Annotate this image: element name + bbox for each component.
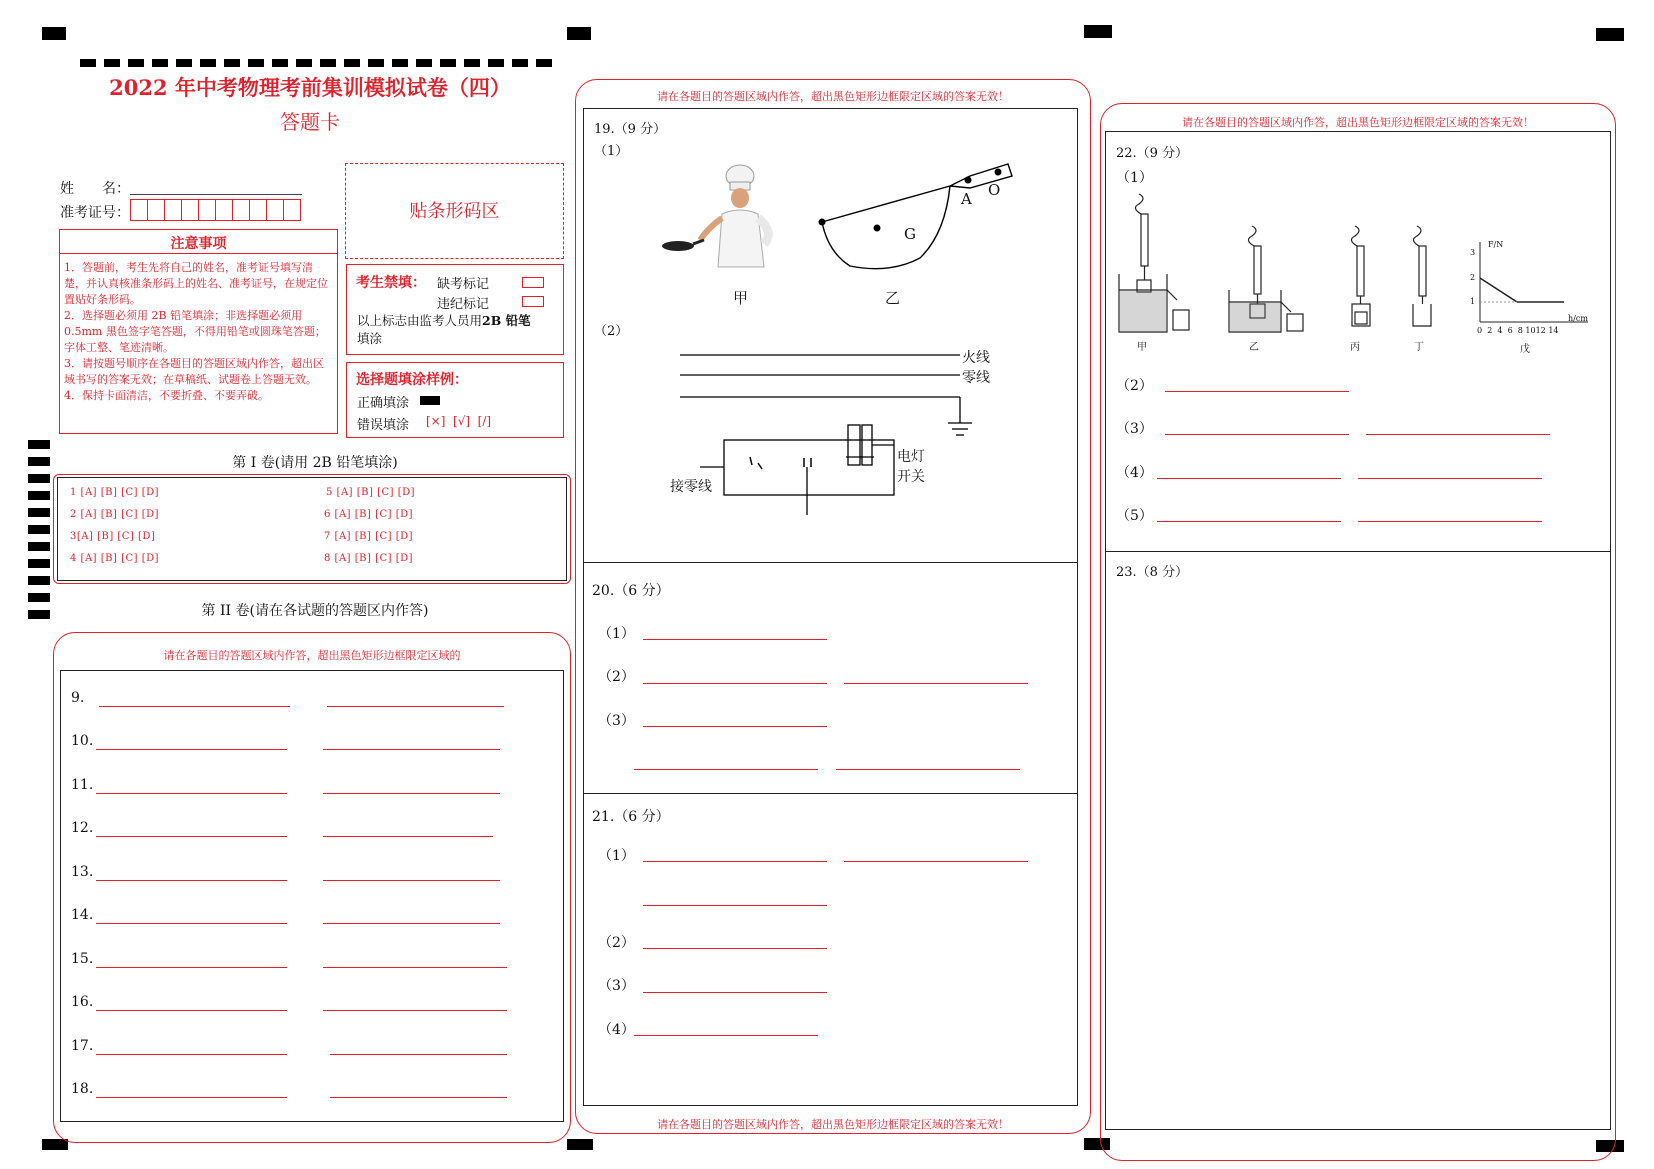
q22-part3: （3） (1116, 421, 1153, 437)
q20-answer-line[interactable] (643, 639, 827, 640)
correct-fill-sample (420, 396, 440, 405)
q21-answer-line[interactable] (643, 992, 827, 993)
q22-part2: （2） (1116, 378, 1153, 394)
q20-part3: （3） (598, 713, 635, 729)
page-title: 2022 年中考物理考前集训模拟试卷（四） (109, 75, 511, 100)
q22-answer-line[interactable] (1358, 521, 1542, 522)
q14-number: 14. (71, 907, 94, 923)
q19-part2: （2） (594, 324, 629, 339)
q16-number: 16. (71, 994, 94, 1010)
q12-answer-line[interactable] (323, 836, 493, 837)
q21-answer-line[interactable] (634, 1035, 818, 1036)
absent-mark-box[interactable] (522, 277, 544, 288)
point-g-label: G (904, 225, 916, 243)
q9-number: 9. (71, 690, 85, 706)
q23-title: 23.（8 分） (1116, 565, 1189, 580)
q11-number: 11. (71, 777, 94, 793)
fig-label-bing: 丙 (1350, 342, 1360, 353)
q22-part1: （1） (1116, 170, 1153, 186)
absent-mark-label: 缺考标记 (437, 277, 490, 292)
part1-title: 第 I 卷(请用 2B 铅笔填涂) (232, 455, 398, 471)
q20-answer-line[interactable] (836, 769, 1020, 770)
q20-answer-line[interactable] (643, 683, 827, 684)
notice-title: 注意事项 (170, 236, 227, 252)
fig-label-jia: 甲 (1137, 342, 1147, 353)
wrong-fill-samples: [×] [√] [/] (426, 414, 492, 428)
q20-answer-line[interactable] (643, 726, 827, 727)
notice-item: 2．选择题必须用 2B 铅笔填涂；非选择题必须用 0.5mm 黑色签字笔答题，不得用铅笔或圆珠笔答题；字体工整、笔迹清晰。 (64, 309, 326, 354)
point-o-label: O (988, 181, 1001, 199)
choice-row-5[interactable]: 5 [A] [B] [C] [D] (326, 487, 416, 498)
choice-row-8[interactable]: 8 [A] [B] [C] [D] (324, 553, 414, 564)
graph-ytick: 3 (1470, 248, 1476, 257)
positioning-mark (567, 27, 591, 40)
fire-wire-label: 火线 (962, 350, 990, 366)
name-label: 姓 名： (60, 181, 130, 197)
fig-yi-label: 乙 (885, 289, 901, 307)
part2-warning: 请在各题目的答题区域内作答，超出黑色矩形边框限定区域的 (163, 649, 461, 662)
barcode-label: 贴条形码区 (409, 201, 500, 222)
q18-answer-line[interactable] (330, 1097, 507, 1098)
wrong-fill-label: 错误填涂 (357, 418, 410, 433)
point-a-label: A (961, 190, 972, 208)
wok-diagram (810, 162, 1020, 272)
positioning-mark (567, 1139, 593, 1150)
q22-part5: （5） (1116, 508, 1153, 524)
lamp-label: 电灯 (897, 449, 925, 465)
fig-label-wu: 戊 (1520, 344, 1530, 355)
q21-title: 21.（6 分） (592, 809, 670, 825)
q21-part3: （3） (598, 978, 635, 994)
positioning-mark (1596, 28, 1624, 41)
graph-ytick: 2 (1470, 273, 1476, 282)
positioning-mark (42, 27, 66, 40)
q17-answer-line[interactable] (330, 1054, 507, 1055)
choice-row-6[interactable]: 6 [A] [B] [C] [D] (324, 509, 414, 520)
top-dash-bar (80, 59, 555, 67)
q21-answer-line[interactable] (643, 861, 827, 862)
q10-answer-line[interactable] (96, 749, 287, 750)
q22-answer-line[interactable] (1157, 478, 1341, 479)
q22-title: 22.（9 分） (1116, 146, 1189, 161)
q10-number: 10. (71, 733, 94, 749)
q11-answer-line[interactable] (323, 793, 500, 794)
q22-part4: （4） (1116, 465, 1153, 481)
notice-item: 3．请按题号顺序在各题目的答题区域内作答，超出区域书写的答案无效；在草稿纸、试题卷上答题无效。 (64, 357, 324, 386)
graph-ytick: 1 (1470, 297, 1476, 306)
middle-warning-top: 请在各题目的答题区域内作答，超出黑色矩形边框限定区域的答案无效！ (657, 90, 1009, 103)
forbidden-note: 以上标志由监考人员用2B 铅笔 填涂 (357, 313, 531, 346)
notice-item: 4．保持卡面清洁，不要折叠、不要弄破。 (64, 389, 269, 402)
circuit-diagram (670, 345, 990, 520)
q22-answer-line[interactable] (1165, 434, 1349, 435)
q12-number: 12. (71, 820, 94, 836)
fig-label-ding: 丁 (1414, 342, 1424, 353)
q11-answer-line[interactable] (96, 793, 287, 794)
zero-wire-label: 零线 (962, 370, 990, 386)
correct-fill-label: 正确填涂 (357, 396, 410, 411)
positioning-mark (1084, 25, 1112, 38)
q17-number: 17. (71, 1038, 94, 1054)
fig-jia-label: 甲 (733, 289, 749, 307)
buoyancy-experiment-figures (1115, 192, 1475, 342)
q14-answer-line[interactable] (96, 923, 287, 924)
q18-answer-line[interactable] (96, 1097, 287, 1098)
name-field[interactable] (130, 194, 302, 195)
q16-answer-line[interactable] (96, 1010, 287, 1011)
q9-answer-line[interactable] (327, 706, 504, 707)
sample-title: 选择题填涂样例： (356, 372, 468, 388)
q15-answer-line[interactable] (96, 967, 287, 968)
choice-row-7[interactable]: 7 [A] [B] [C] [D] (324, 531, 414, 542)
q15-answer-line[interactable] (323, 967, 507, 968)
q15-number: 15. (71, 951, 94, 967)
q20-part2: （2） (598, 669, 635, 685)
notice-list (64, 260, 332, 404)
page-subtitle: 答题卡 (280, 110, 340, 134)
q21-answer-line[interactable] (643, 948, 827, 949)
forbidden-title: 考生禁填： (356, 275, 426, 291)
violation-mark-box[interactable] (522, 296, 544, 307)
q21-answer-line[interactable] (844, 861, 1028, 862)
switch-label: 开关 (897, 469, 925, 485)
part2-title: 第 II 卷(请在各试题的答题区内作答) (201, 603, 429, 619)
q22-answer-line[interactable] (1358, 478, 1542, 479)
id-number-grid[interactable] (130, 199, 301, 221)
neutral-label: 接零线 (670, 479, 712, 495)
q19-part1: （1） (594, 144, 629, 159)
q14-answer-line[interactable] (323, 923, 500, 924)
q20-answer-line[interactable] (844, 683, 1028, 684)
q22-answer-line[interactable] (1165, 391, 1349, 392)
q18-number: 18. (71, 1081, 94, 1097)
q13-answer-line[interactable] (96, 880, 287, 881)
graph-xlabel: h/cm (1568, 314, 1588, 323)
q9-answer-line[interactable] (99, 706, 290, 707)
right-warning-top: 请在各题目的答题区域内作答，超出黑色矩形边框限定区域的答案无效！ (1182, 116, 1534, 129)
violation-mark-label: 违纪标记 (437, 297, 490, 312)
graph-ylabel: F/N (1488, 240, 1504, 249)
chef-figure (660, 162, 795, 272)
choice-row-2[interactable]: 2 [A] [B] [C] [D] (70, 509, 160, 520)
choice-row-3[interactable]: 3[A] [B] [C] [D] (70, 531, 156, 542)
q19-title: 19.（9 分） (594, 122, 667, 137)
q17-answer-line[interactable] (96, 1054, 287, 1055)
q21-answer-line[interactable] (643, 905, 827, 906)
q13-answer-line[interactable] (323, 880, 500, 881)
notice-item: 1．答题前，考生先将自己的姓名，准考证号填写清楚，并认真核准条形码上的姓名、准考证号，在规定位置贴好条形码。 (64, 261, 328, 306)
middle-warning-bottom: 请在各题目的答题区域内作答，超出黑色矩形边框限定区域的答案无效！ (657, 1118, 1009, 1131)
q10-answer-line[interactable] (323, 749, 500, 750)
q20-title: 20.（6 分） (592, 583, 670, 599)
choice-row-4[interactable]: 4 [A] [B] [C] [D] (70, 553, 160, 564)
q12-answer-line[interactable] (96, 836, 287, 837)
q22-answer-line[interactable] (1157, 521, 1341, 522)
choice-row-1[interactable]: 1 [A] [B] [C] [D] (70, 487, 160, 498)
graph-xticks: 0 2 4 6 8 1012 14 (1477, 326, 1559, 335)
q23-answer-area[interactable] (1106, 580, 1610, 1128)
q21-part1: （1） (598, 848, 635, 864)
q21-part4: （4） (598, 1022, 635, 1038)
id-label: 准考证号： (60, 205, 130, 221)
q20-part1: （1） (598, 626, 635, 642)
fig-label-yi: 乙 (1249, 342, 1259, 353)
q20-answer-line[interactable] (634, 769, 818, 770)
q22-answer-line[interactable] (1366, 434, 1550, 435)
q13-number: 13. (71, 864, 94, 880)
q21-part2: （2） (598, 935, 635, 951)
q16-answer-line[interactable] (323, 1010, 507, 1011)
